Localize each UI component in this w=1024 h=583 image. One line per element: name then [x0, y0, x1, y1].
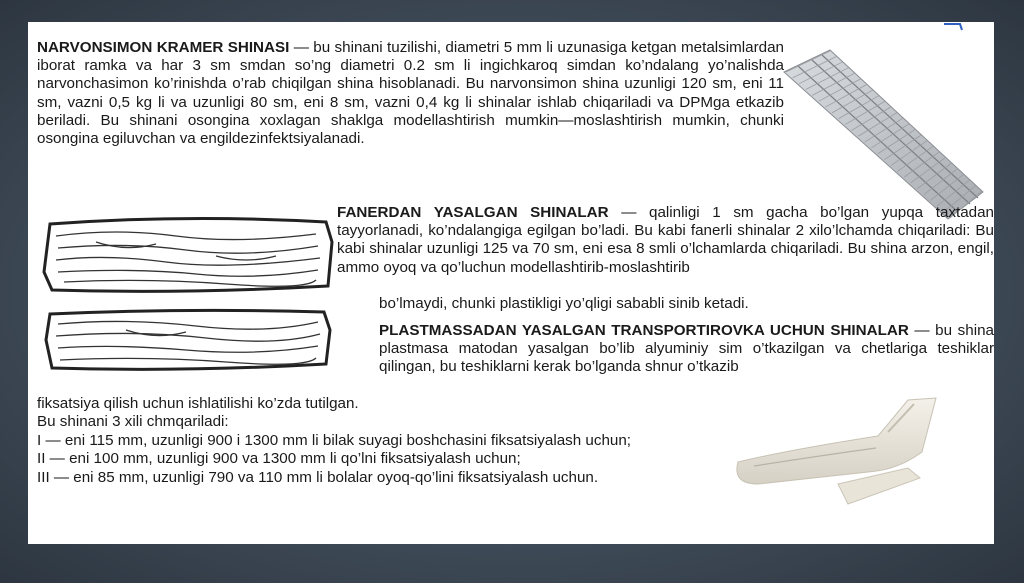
- plastic-splint-text-continued: fiksatsiya qilish uchun ishlatilishi ko’zda tutilgan.: [37, 395, 359, 412]
- list-item: I — eni 115 mm, uzunligi 900 i 1300 mm li bilak suyagi boshchasini fiksatsiyalash uchun;: [37, 431, 632, 449]
- plywood-splint-image: [36, 212, 336, 382]
- plastic-splint-text: — bu shina plastmasa matodan yasalgan bo’lib alyuminiy sim o’tkazilgan va chetlariga teshiklar qilingan, bu teshiklarni kerak bo’lganda shnur o’tkazib: [379, 322, 994, 376]
- plastic-splint-title: PLASTMASSADAN YASALGAN TRANSPORTIROVKA UCHUN SHINALAR: [379, 322, 909, 339]
- plywood-splint-title: FANERDAN YASALGAN SHINALAR: [337, 204, 609, 221]
- plastic-splint-paragraph: [379, 322, 994, 377]
- plywood-splint-text-continued: bo’lmaydi, chunki plastikligi yo’qligi sababli sinib ketadi.: [379, 295, 749, 312]
- kramer-splint-image: [778, 42, 984, 220]
- kramer-splint-paragraph: [37, 39, 784, 148]
- kramer-splint-title: NARVONSIMON KRAMER SHINASI: [37, 39, 290, 56]
- slide: [28, 22, 994, 544]
- kramer-splint-text: — bu shinani tuzilishi, diametri 5 mm li uzunasiga ketgan metalsimlardan iborat ramka va har 3 sm smdan so’ng diametri 0.2 sm li ingichkaroq simdan ko’ndalang yo’nalishda narvonchasimon ko’rinishda o’rab chiqilgan shina hisoblanadi. Bu narvonsimon shina uzunligi 120 sm, eni 11 sm, vazni 0,5 kg li va uzunligi 80 sm, eni 8 sm, vazni 0,4 kg li shinalar ishlab chiqariladi va DPMga etkazib beriladi. Bu shinani osongina xoxlagan shaklga modellashtirish mumkin—moslashtirish mumkin, chunki osongina egiluvchan va engildezinfektsiyalanadi.: [37, 39, 784, 148]
- list-intro: Bu shinani 3 xili chmqariladi:: [37, 413, 229, 430]
- splint-types-list: [37, 413, 717, 487]
- list-item: III — eni 85 mm, uzunligi 790 va 110 mm li bolalar oyoq-qo’lini fiksatsiyalash uchun.: [37, 468, 599, 486]
- corner-arrow-icon: [942, 22, 964, 32]
- list-item: II — eni 100 mm, uzunligi 900 va 1300 mm li qo’lni fiksatsiyalash uchun;: [37, 450, 521, 468]
- plywood-splint-text: — qalinligi 1 sm gacha bo’lgan yupqa taxtadan tayyorlanadi, ko’ndalangiga egilgan bo’ladi. Bu kabi fanerli shinalar 2 xilo’lchamda chiqariladi: Bu kabi shinalar uzunligi 125 va 70 sm, eni esa 8 smli o’lchamlarda chiqariladi. Bu shina arzon, engil, ammo oyoq va qo’luchun modellashtirib-moslashtirib: [337, 204, 994, 276]
- plastic-splint-image: [708, 392, 943, 522]
- plywood-splint-paragraph: [337, 204, 994, 277]
